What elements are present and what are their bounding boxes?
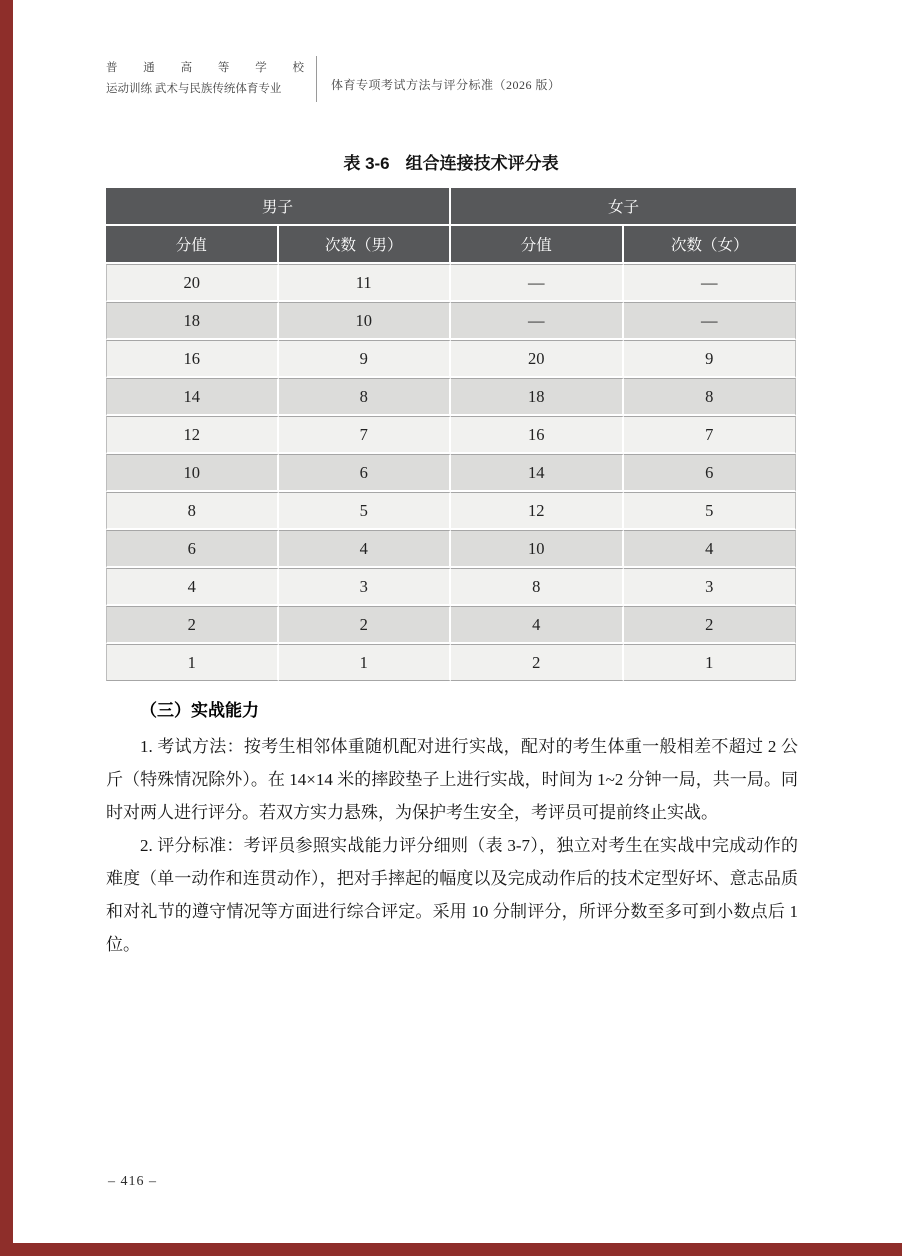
table-row — [106, 568, 796, 606]
table-cell: 10 — [279, 302, 452, 340]
table-cell: 12 — [106, 416, 279, 454]
table-row — [106, 606, 796, 644]
table-row — [106, 264, 796, 302]
table-cell: 12 — [451, 492, 624, 530]
table-cell: — — [624, 264, 797, 302]
table-cell: 4 — [451, 606, 624, 644]
score-table — [106, 188, 796, 681]
table-cell: 4 — [106, 568, 279, 606]
header-school-block — [106, 58, 304, 100]
table-cell: 3 — [279, 568, 452, 606]
table-row — [106, 302, 796, 340]
table-cell: 6 — [279, 454, 452, 492]
table-row — [106, 416, 796, 454]
table-cell: 8 — [451, 568, 624, 606]
table-cell: 11 — [279, 264, 452, 302]
table-cell: 14 — [451, 454, 624, 492]
table-cell: 9 — [279, 340, 452, 378]
table-cell: 20 — [451, 340, 624, 378]
table-cell: 10 — [106, 454, 279, 492]
header-school-line1: 普 通 高 等 学 校 — [106, 62, 304, 74]
table-cell: 10 — [451, 530, 624, 568]
running-header — [106, 56, 796, 102]
table-cell: — — [451, 302, 624, 340]
table-cell: 6 — [106, 530, 279, 568]
table-row — [106, 492, 796, 530]
col-header-times-women: 次数（女） — [624, 226, 797, 264]
table-cell: 3 — [624, 568, 797, 606]
table-cell: 4 — [624, 530, 797, 568]
table-cell: — — [451, 264, 624, 302]
table-cell: 2 — [624, 606, 797, 644]
table-cell: 16 — [451, 416, 624, 454]
book-edge-bottom — [0, 1243, 902, 1256]
table-cell: 2 — [106, 606, 279, 644]
table-cell: — — [624, 302, 797, 340]
table-body — [106, 264, 796, 681]
table-row — [106, 530, 796, 568]
header-divider — [316, 56, 317, 102]
table-row — [106, 378, 796, 416]
col-header-times-men: 次数（男） — [279, 226, 452, 264]
table-row — [106, 644, 796, 681]
col-header-score-women: 分值 — [451, 226, 624, 264]
table-cell: 9 — [624, 340, 797, 378]
table-cell: 20 — [106, 264, 279, 302]
table-subheader-row — [106, 226, 796, 264]
paragraph-exam-method: 1. 考试方法：按考生相邻体重随机配对进行实战，配对的考生体重一般相差不超过 2 公斤（特殊情况除外）。在 14×14 米的摔跤垫子上进行实战，时间为 1~2 分钟一局，共一局。同时对两人进行评分。若双方实力悬殊，为保护考生安全，考评员可提前终止实战。 — [106, 737, 798, 822]
table-cell: 1 — [106, 644, 279, 681]
page-number: – 416 – — [108, 1174, 157, 1189]
paragraph-score-standard: 2. 评分标准：考评员参照实战能力评分细则（表 3-7），独立对考生在实战中完成动作的难度（单一动作和连贯动作），把对手摔起的幅度以及完成动作后的技术定型好坏、意志品质和对礼节的遵守情况等方面进行综合评定。采用 10 分制评分，所评分数至多可到小数点后 1 位。 — [106, 836, 798, 954]
table-cell: 8 — [624, 378, 797, 416]
table-title-label: 表 3-6 — [343, 154, 390, 173]
table-head — [106, 188, 796, 264]
table-title — [106, 149, 796, 174]
section-heading: （三）实战能力 — [140, 701, 259, 720]
book-edge-left — [0, 0, 13, 1256]
col-header-score-men: 分值 — [106, 226, 279, 264]
group-header-women: 女子 — [451, 188, 796, 226]
table-cell: 1 — [624, 644, 797, 681]
header-book-title: 体育专项考试方法与评分标准（2026 版） — [331, 77, 561, 92]
table-cell: 4 — [279, 530, 452, 568]
table-cell: 7 — [279, 416, 452, 454]
table-cell: 6 — [624, 454, 797, 492]
table-row — [106, 454, 796, 492]
table-title-text: 组合连接技术评分表 — [405, 154, 559, 173]
table-group-header-row — [106, 188, 796, 226]
table-cell: 2 — [279, 606, 452, 644]
table-cell: 5 — [279, 492, 452, 530]
table-row — [106, 340, 796, 378]
table-cell: 7 — [624, 416, 797, 454]
table-cell: 18 — [451, 378, 624, 416]
table-cell: 8 — [279, 378, 452, 416]
table-cell: 16 — [106, 340, 279, 378]
body-text — [106, 697, 798, 961]
table-cell: 5 — [624, 492, 797, 530]
table-cell: 1 — [279, 644, 452, 681]
group-header-men: 男子 — [106, 188, 451, 226]
table-cell: 14 — [106, 378, 279, 416]
header-school-line2: 运动训练 武术与民族传统体育专业 — [106, 83, 282, 95]
table-cell: 2 — [451, 644, 624, 681]
table-cell: 18 — [106, 302, 279, 340]
table-cell: 8 — [106, 492, 279, 530]
